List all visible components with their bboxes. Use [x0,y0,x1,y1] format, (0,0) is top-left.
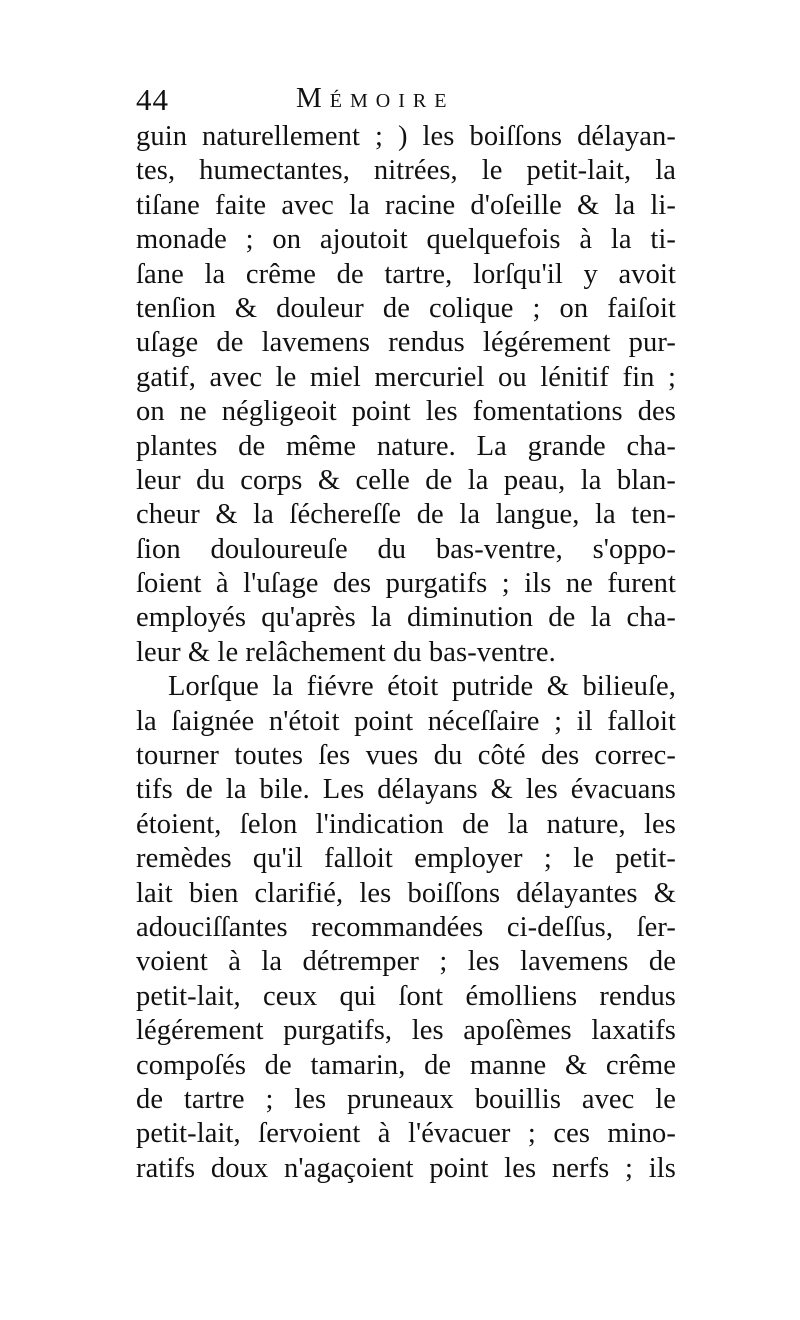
text-line: ſane la crême de tartre, lorſqu'il y avoit [136,258,676,290]
text-line: tourner toutes ſes vues du côté des correc- [136,740,676,772]
text-line: leur du corps & celle de la peau, la blan- [136,464,676,496]
text-line: gatif, avec le miel mercuriel ou lénitif fin ; [136,361,676,393]
text-line: remèdes qu'il falloit employer ; le petit- [136,843,676,875]
text-line: la ſaignée n'étoit point néceſſaire ; il falloit [136,705,676,737]
text-line: petit-lait, ceux qui ſont émolliens rendus [136,980,676,1012]
text-line: compoſés de tamarin, de manne & crême [136,1049,676,1081]
text-line: plantes de même nature. La grande cha- [136,430,676,462]
text-line: ſoient à l'uſage des purgatifs ; ils ne furent [136,568,676,600]
text-line: guin naturellement ; ) les boiſſons délayan- [136,121,676,152]
paragraph-end-line: leur & le relâchement du bas-ventre. [136,636,556,668]
body-text [136,120,676,1186]
page-number: 44 [136,82,169,117]
text-line: légérement purgatifs, les apoſèmes laxatifs [136,1015,676,1047]
text-line: lait bien clarifié, les boiſſons délayantes & [136,877,676,909]
text-line: tes, humectantes, nitrées, le petit-lait, la [136,155,676,187]
text-line: adouciſſantes recommandées ci-deſſus, ſer- [136,911,676,943]
text-line: étoient, ſelon l'indication de la nature, les [136,808,676,840]
text-line: ratifs doux n'agaçoient point les nerfs ; ils [136,1152,676,1184]
text-line: employés qu'après la diminution de la cha- [136,602,676,634]
text-line: on ne négligeoit point les fomentations des [136,396,676,428]
text-line: ſion douloureuſe du bas-ventre, s'oppo- [136,533,676,565]
text-line: voient à la détremper ; les lavemens de [136,946,676,978]
text-line: tifs de la bile. Les délayans & les évacuans [136,774,676,806]
text-line: cheur & la ſéchereſſe de la langue, la ten- [136,499,676,531]
text-line: uſage de lavemens rendus légérement pur- [136,327,676,359]
text-line: tiſane faite avec la racine d'oſeille & la li- [136,189,676,221]
paragraph-start-line: Lorſque la fiévre étoit putride & bilieuſe, [168,671,676,703]
text-line: monade ; on ajoutoit quelquefois à la ti- [136,224,676,256]
page-header [136,82,676,122]
running-head: Mémoire [296,82,455,114]
text-line: de tartre ; les pruneaux bouillis avec le [136,1083,676,1115]
text-line: tenſion & douleur de colique ; on faiſoit [136,292,676,324]
text-line: petit-lait, ſervoient à l'évacuer ; ces mino- [136,1118,676,1150]
